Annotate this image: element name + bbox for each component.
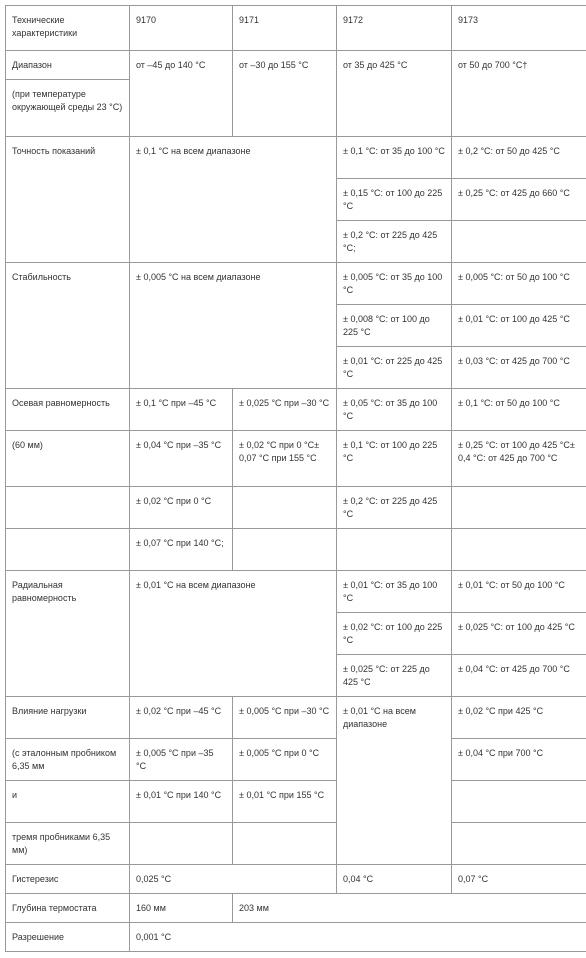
radial-common: ± 0,01 °C на всем диапазоне [130, 571, 337, 697]
axial-row [6, 389, 586, 431]
hysteresis-row [6, 865, 586, 894]
header-row [6, 6, 586, 51]
axial-9173-1: ± 0,1 °C: от 50 до 100 °C [452, 389, 586, 431]
hysteresis-9173: 0,07 °C [452, 865, 586, 894]
axial-9173-empty [452, 487, 586, 529]
radial-9172-3: ± 0,025 °C: от 225 до 425 °C [337, 655, 452, 697]
hysteresis-9170-9171: 0,025 °C [130, 865, 337, 894]
load-9170-1: ± 0,02 °C при –45 °C [130, 697, 233, 739]
axial-row [6, 487, 586, 529]
depth-9170: 160 мм [130, 894, 233, 923]
accuracy-9172-3: ± 0,2 °C: от 225 до 425 °C; [337, 221, 452, 263]
axial-9171-empty [233, 529, 337, 571]
range-9172: от 35 до 425 °C [337, 51, 452, 137]
range-note: (при температуре окружающей среды 23 °C) [6, 80, 130, 137]
accuracy-row [6, 137, 586, 179]
axial-label: Осевая равномерность [6, 389, 130, 431]
hysteresis-label: Гистерезис [6, 865, 130, 894]
range-9171: от –30 до 155 °C [233, 51, 337, 137]
axial-9171-1: ± 0,025 °C при –30 °C [233, 389, 337, 431]
radial-9172-2: ± 0,02 °C: от 100 до 225 °C [337, 613, 452, 655]
axial-note: (60 мм) [6, 431, 130, 487]
stability-9172-3: ± 0,01 °C: от 225 до 425 °C [337, 347, 452, 389]
load-9173-2: ± 0,04 °C при 700 °C [452, 739, 586, 781]
axial-row [6, 431, 586, 487]
depth-label: Глубина термостата [6, 894, 130, 923]
axial-empty-label [6, 487, 130, 529]
accuracy-common: ± 0,1 °C на всем диапазоне [130, 137, 337, 263]
model-9171-header: 9171 [233, 6, 337, 51]
accuracy-label: Точность показаний [6, 137, 130, 263]
stability-9173-3: ± 0,03 °C: от 425 до 700 °C [452, 347, 586, 389]
axial-9171-empty [233, 487, 337, 529]
load-row [6, 697, 586, 739]
depth-9171-9173: 203 мм [233, 894, 586, 923]
axial-9172-3: ± 0,2 °C: от 225 до 425 °C [337, 487, 452, 529]
stability-9172-2: ± 0,008 °C: от 100 до 225 °C [337, 305, 452, 347]
radial-9173-3: ± 0,04 °C: от 425 до 700 °C [452, 655, 586, 697]
header-label-cell: Технические характеристики [6, 6, 130, 51]
range-label: Диапазон [6, 51, 130, 80]
load-9172: ± 0,01 °C на всем диапазоне [337, 697, 452, 865]
accuracy-9172-2: ± 0,15 °C: от 100 до 225 °C [337, 179, 452, 221]
axial-9173-2: ± 0,25 °C: от 100 до 425 °C± 0,4 °C: от 425 до 700 °C [452, 431, 586, 487]
accuracy-9172-1: ± 0,1 °C: от 35 до 100 °C [337, 137, 452, 179]
stability-9173-1: ± 0,005 °C: от 50 до 100 °C [452, 263, 586, 305]
axial-9170-4: ± 0,07 °C при 140 °C; [130, 529, 233, 571]
resolution-row [6, 923, 586, 952]
load-9171-2: ± 0,005 °C при 0 °C [233, 739, 337, 781]
accuracy-9173-empty [452, 221, 586, 263]
accuracy-9173-1: ± 0,2 °C: от 50 до 425 °C [452, 137, 586, 179]
load-row [6, 781, 586, 823]
load-9171-3: ± 0,01 °C при 155 °C [233, 781, 337, 823]
load-9170-2: ± 0,005 °C при –35 °C [130, 739, 233, 781]
model-9173-header: 9173 [452, 6, 586, 51]
load-note-3: тремя пробниками 6,35 мм) [6, 823, 130, 865]
range-9170: от –45 до 140 °C [130, 51, 233, 137]
model-9172-header: 9172 [337, 6, 452, 51]
load-9173-empty [452, 823, 586, 865]
stability-9173-2: ± 0,01 °C: от 100 до 425 °C [452, 305, 586, 347]
stability-common: ± 0,005 °C на всем диапазоне [130, 263, 337, 389]
resolution-value: 0,001 °C [130, 923, 586, 952]
stability-label: Стабильность [6, 263, 130, 389]
load-note-1: (с эталонным пробником 6,35 мм [6, 739, 130, 781]
axial-row [6, 529, 586, 571]
radial-9173-1: ± 0,01 °C: от 50 до 100 °C [452, 571, 586, 613]
stability-9172-1: ± 0,005 °C: от 35 до 100 °C [337, 263, 452, 305]
load-label: Влияние нагрузки [6, 697, 130, 739]
radial-9172-1: ± 0,01 °C: от 35 до 100 °C [337, 571, 452, 613]
range-9173: от 50 до 700 °C† [452, 51, 586, 137]
load-9173-1: ± 0,02 °C при 425 °C [452, 697, 586, 739]
model-9170-header: 9170 [130, 6, 233, 51]
specs-table [5, 5, 586, 952]
load-9171-empty [233, 823, 337, 865]
depth-row [6, 894, 586, 923]
axial-9172-empty [337, 529, 452, 571]
axial-9172-2: ± 0,1 °C: от 100 до 225 °C [337, 431, 452, 487]
axial-9172-1: ± 0,05 °C: от 35 до 100 °C [337, 389, 452, 431]
axial-9171-2: ± 0,02 °C при 0 °C± 0,07 °C при 155 °C [233, 431, 337, 487]
load-9171-1: ± 0,005 °C при –30 °C [233, 697, 337, 739]
range-row [6, 51, 586, 80]
radial-row [6, 571, 586, 613]
accuracy-9173-2: ± 0,25 °C: от 425 до 660 °C [452, 179, 586, 221]
load-row [6, 739, 586, 781]
load-9170-3: ± 0,01 °C при 140 °C [130, 781, 233, 823]
hysteresis-9172: 0,04 °C [337, 865, 452, 894]
axial-9170-3: ± 0,02 °C при 0 °C [130, 487, 233, 529]
resolution-label: Разрешение [6, 923, 130, 952]
load-9170-empty [130, 823, 233, 865]
load-note-2: и [6, 781, 130, 823]
load-row [6, 823, 586, 865]
radial-label: Радиальная равномерность [6, 571, 130, 697]
axial-9173-empty [452, 529, 586, 571]
radial-9173-2: ± 0,025 °C: от 100 до 425 °C [452, 613, 586, 655]
axial-9170-2: ± 0,04 °C при –35 °C [130, 431, 233, 487]
load-9173-empty [452, 781, 586, 823]
axial-9170-1: ± 0,1 °C при –45 °C [130, 389, 233, 431]
axial-empty-label [6, 529, 130, 571]
stability-row [6, 263, 586, 305]
